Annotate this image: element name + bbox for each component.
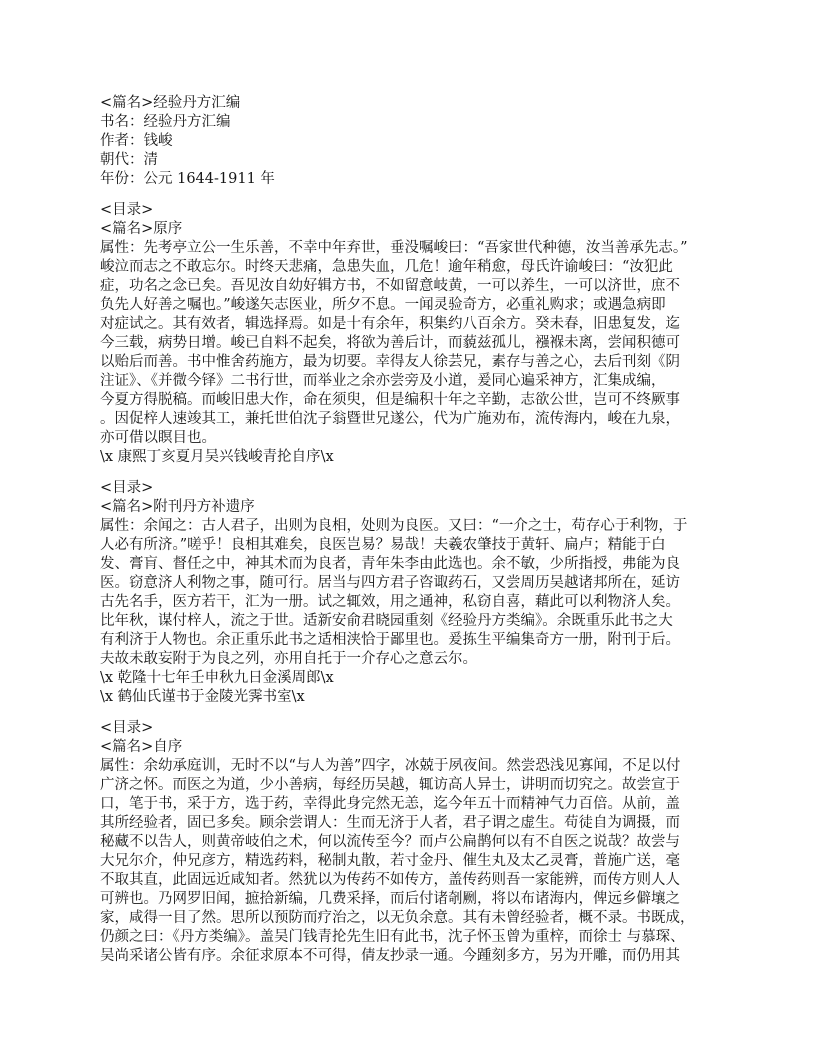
text-line: 家，咸得一目了然。思所以预防而疗治之，以无负余意。其有未曾经验者，概不录。书既成， bbox=[100, 910, 695, 926]
text-line: 症，功名之念已矣。吾见汝自幼好辑方书，不如留意岐黄，一可以养生，一可以济世，庶不 bbox=[100, 278, 680, 294]
text-line: 书名：经验丹方汇编 bbox=[100, 114, 231, 130]
section-self-preface bbox=[100, 719, 760, 966]
section-title: <篇名>附刊丹方补遗序 bbox=[100, 499, 255, 515]
text-line: 仍颜之曰：《丹方类编》。盖吴门钱青抡先生旧有此书，沈子怀玉曾为重梓，而徐士 与慕琛、 bbox=[100, 929, 685, 945]
text-line: 秘藏不以告人，则黄帝岐伯之术，何以流传至今？而卢公扁鹊何以有不自医之说哉？故尝与 bbox=[100, 834, 680, 850]
text-line: 对症试之。其有效者，辑选择焉。如是十有余年，积集约八百余方。癸未春，旧患复发，迄 bbox=[100, 316, 680, 332]
text-line: 今夏方得脱稿。而峻旧患大作，命在须臾，但是编积十年之辛勤，志欲公世，岂可不终厥事 bbox=[100, 392, 680, 408]
text-line: 属性：先考亭立公一生乐善，不幸中年弃世，垂没嘱峻曰：“吾家世代种德，汝当善承先志。” bbox=[100, 240, 688, 256]
text-line: 不取其直，此固远近咸知者。然犹以为传药不如传方，盖传药则吾一家能辨，而传方则人人 bbox=[100, 872, 680, 888]
text-line: \x 康熙丁亥夏月吴兴钱峻青抡自序\x bbox=[100, 449, 334, 465]
document-page bbox=[100, 94, 760, 966]
text-line: 人必有所济。”嗟乎！良相其难矣，良医岂易？易哉！夫羲农肇技于黄轩、扁卢；精能于白 bbox=[100, 537, 666, 553]
section-title: <篇名>自序 bbox=[100, 739, 183, 755]
text-line: \x 鹤仙氏谨书于金陵光霁书室\x bbox=[100, 689, 305, 705]
section-body bbox=[100, 239, 760, 467]
text-line: 以贻后而善。书中惟舍药施方，最为切要。幸得友人徐芸兄，素存与善之心，去后刊刻《阴 bbox=[100, 354, 680, 370]
text-line: 口，笔于书，采于方，选于药，幸得此身完然无恙，迄今年五十而精神气力百倍。从前，盖 bbox=[100, 796, 680, 812]
text-line: 年份：公元 1644-1911 年 bbox=[100, 171, 275, 187]
text-line: 古先名手，医方若干，汇为一册。试之辄效，用之通神，私窃自喜，藉此可以利物济人矣。 bbox=[100, 594, 680, 610]
text-line: 属性：余幼承庭训，无时不以“与人为善”四字，冰兢于夙夜间。然尝恐浅见寡闻，不足以付 bbox=[100, 758, 681, 774]
text-line: 其所经验者，固已多矣。顾余尝谓人：生而无济于人者，君子谓之虚生。苟徒自为调摄，而 bbox=[100, 815, 680, 831]
text-line: 广济之怀。而医之为道，少小善病，每经历吴越，辄访高人异士，讲明而切究之。故尝宣于 bbox=[100, 777, 680, 793]
text-line: 比年秋，谋付梓人，流之于世。适新安俞君晓园重刻《经验丹方类编》。余既重乐此书之大 bbox=[100, 613, 673, 629]
toc-marker: <目录> bbox=[100, 720, 154, 736]
section-title: <篇名>原序 bbox=[100, 221, 183, 237]
section-appended-preface bbox=[100, 479, 760, 707]
text-line: 发、膏肓、督任之中，神其术而为良者，青年朱李由此选也。余不敏，少所指授，弗能为良 bbox=[100, 556, 680, 572]
text-line: 作者：钱峻 bbox=[100, 133, 173, 149]
section-original-preface bbox=[100, 201, 760, 467]
text-line: 可辨也。乃网罗旧闻，摭拾新编，几费采择，而后付诸剞劂，将以布诸海内，俾远乡僻壤之 bbox=[100, 891, 680, 907]
text-line: 夫故未敢妄附于为良之列，亦用自托于一介存心之意云尔。 bbox=[100, 651, 477, 667]
text-line: 负先人好善之嘱也。”峻遂矢志医业，所夕不息。一闻灵验奇方，必重礼购求；或遇急病即 bbox=[100, 297, 666, 313]
text-line: 注证》、《并微今铎》二书行世，而举业之余亦尝旁及小道，爰同心遍采神方，汇集成编， bbox=[100, 373, 666, 389]
text-line: \x 乾隆十七年壬申秋九日金溪周郎\x bbox=[100, 670, 334, 686]
metadata-block bbox=[100, 94, 760, 189]
text-line: 。因促梓人速竣其工，兼托世伯沈子翁暨世兄遂公，代为广施劝布，流传海内，峻在九泉， bbox=[100, 411, 680, 427]
section-body bbox=[100, 517, 760, 707]
text-line: 医。窃意济人利物之事，随可行。居当与四方君子咨诹药石，又尝周历吴越诸邦所在，延访 bbox=[100, 575, 680, 591]
text-line: 有利济于人物也。余正重乐此书之适相浃恰于鄙里也。爰拣生平编集奇方一册，附刊于后。 bbox=[100, 632, 680, 648]
text-line: 吴尚采诸公皆有序。余征求原本不可得，倩友抄录一通。今踵刻多方，另为开雕，而仍用其 bbox=[100, 948, 680, 964]
text-line: <篇名>经验丹方汇编 bbox=[100, 95, 241, 111]
text-line: 今三载，病势日增。峻已自料不起矣，将欲为善后计，而藐兹孤儿，襁褓未离，尝闻积德可 bbox=[100, 335, 680, 351]
text-line: 属性：余闻之：古人君子，出则为良相，处则为良医。又曰：“一介之士，苟存心于利物，于 bbox=[100, 518, 688, 534]
text-line: 峻泣而志之不敢忘尔。时终天悲痛，急患失血，几危！逾年稍愈，母氏许谕峻曰：“汝犯此 bbox=[100, 259, 673, 275]
text-line: 朝代：清 bbox=[100, 152, 158, 168]
toc-marker: <目录> bbox=[100, 480, 154, 496]
toc-marker: <目录> bbox=[100, 202, 154, 218]
text-line: 大兄尔介，仲兄彦方，精选药料，秘制丸散，若寸金丹、催生丸及太乙灵膏，普施广送，毫 bbox=[100, 853, 680, 869]
section-body bbox=[100, 757, 760, 966]
text-line: 亦可借以瞑目也。 bbox=[100, 430, 216, 446]
